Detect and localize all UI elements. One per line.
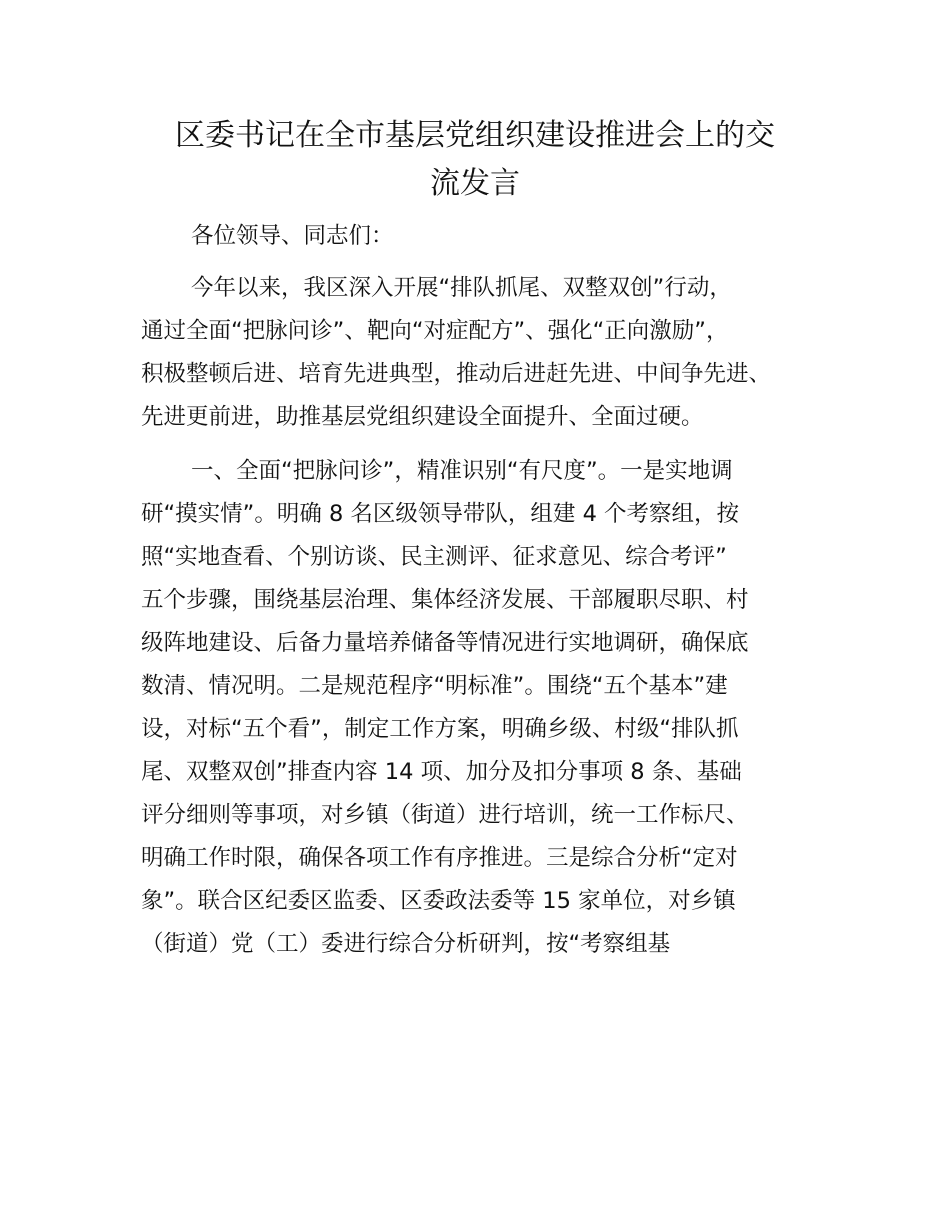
paragraph-2-line: 明确工作时限，确保各项工作有序推进。三是综合分析“定对: [141, 845, 738, 871]
paragraph-2-line: 照“实地查看、个别访谈、民主测评、征求意见、综合考评”: [141, 544, 727, 570]
document-title: [120, 112, 830, 208]
paragraph-2-line: 研“摸实情”。明确 8 名区级领导带队，组建 4 个考察组，按: [141, 501, 740, 527]
paragraph-2-line: 一、全面“把脉问诊”，精准识别“有尺度”。一是实地调: [191, 458, 733, 484]
paragraph-2-line: 五个步骤，围绕基层治理、集体经济发展、干部履职尽职、村: [141, 587, 749, 613]
paragraph-1-line: 今年以来，我区深入开展“排队抓尾、双整双创”行动，: [191, 275, 732, 301]
paragraph-1-line: 积极整顿后进、培育先进典型，推动后进赶先进、中间争先进、: [141, 361, 772, 387]
paragraph-2-line: （街道）党（工）委进行综合分析研判，按“考察组基: [141, 931, 671, 957]
greeting: 各位领导、同志们：: [191, 223, 394, 249]
paragraph-2-line: 象”。联合区纪委区监委、区委政法委等 15 家单位，对乡镇: [141, 888, 736, 914]
title-line-2: 流发言: [430, 166, 520, 201]
paragraph-2-line: 级阵地建设、后备力量培养储备等情况进行实地调研，确保底: [141, 630, 749, 656]
paragraph-1-line: 通过全面“把脉问诊”、靶向“对症配方”、强化“正向激励”，: [141, 318, 729, 344]
title-line-1: 区委书记在全市基层党组织建设推进会上的交: [175, 118, 775, 153]
paragraph-1-line: 先进更前进，助推基层党组织建设全面提升、全面过硬。: [141, 404, 704, 430]
paragraph-2-line: 评分细则等事项，对乡镇（街道）进行培训，统一工作标尺、: [141, 802, 749, 828]
paragraph-2-line: 尾、双整双创”排查内容 14 项、加分及扣分事项 8 条、基础: [141, 759, 742, 785]
paragraph-2-line: 数清、情况明。二是规范程序“明标准”。围绕“五个基本”建: [141, 673, 728, 699]
paragraph-2-line: 设，对标“五个看”，制定工作方案，明确乡级、村级“排队抓: [141, 716, 739, 742]
